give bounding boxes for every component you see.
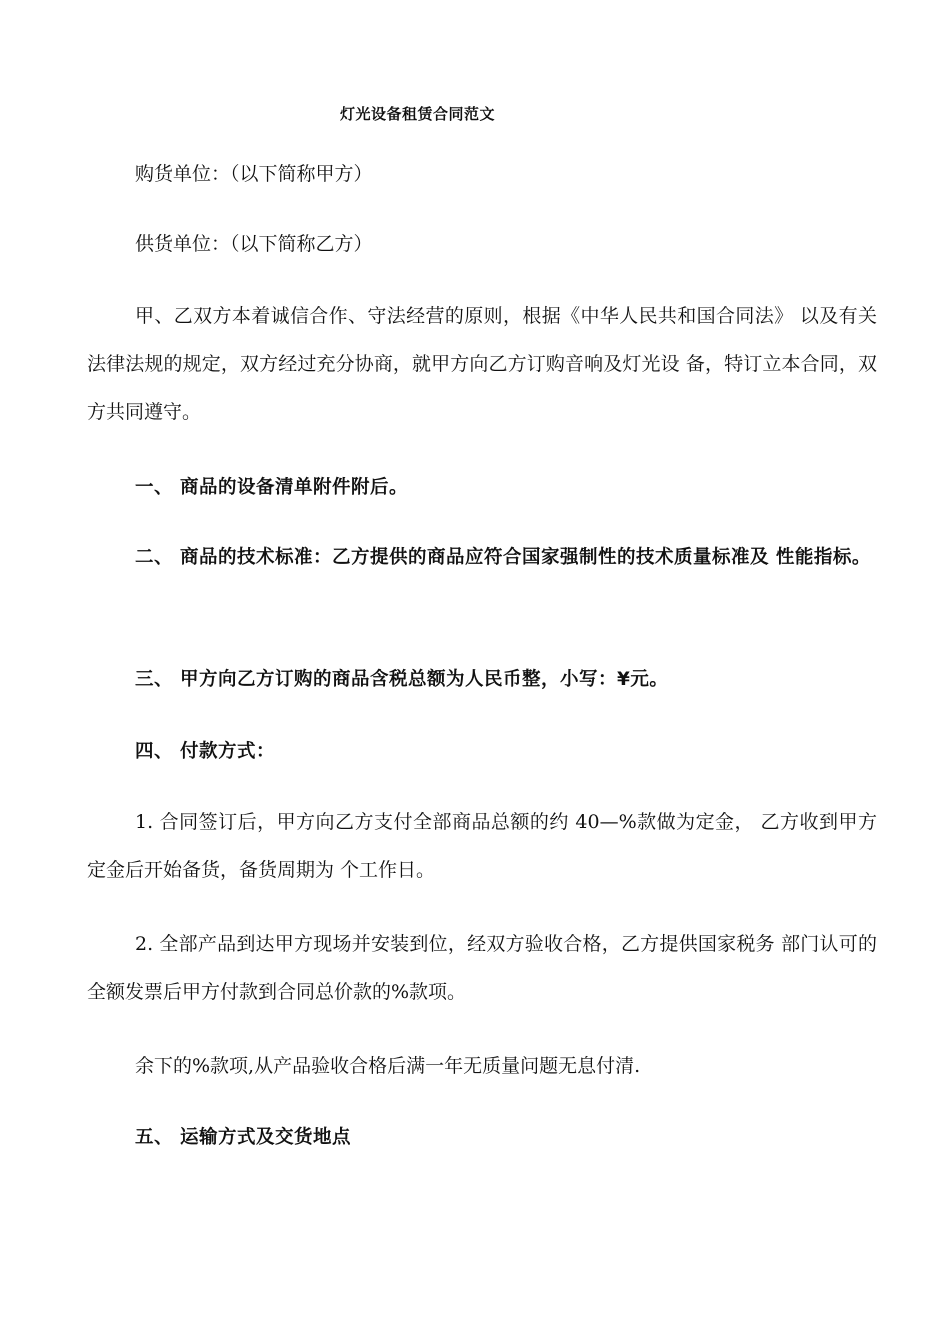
buyer-line: 购货单位：（以下简称甲方） xyxy=(135,163,373,185)
payment-item-2: 2. 全部产品到达甲方现场并安装到位，经双方验收合格，乙方提供国家税务 部门认可的全额发票后甲方付款到合同总价款的%款项。 xyxy=(87,933,877,1003)
payment-item-1: 1. 合同签订后，甲方向乙方支付全部商品总额的约 40—%款做为定金， 乙方收到甲方定金后开始备货，备货周期为 个工作日。 xyxy=(87,811,877,881)
section-3-heading: 三、 甲方向乙方订购的商品含税总额为人民币整，小写：¥元。 xyxy=(135,669,669,690)
intro-paragraph: 甲、乙双方本着诚信合作、守法经营的原则，根据《中华人民共和国合同法》 以及有关法律法规的规定，双方经过充分协商，就甲方向乙方订购音响及灯光设 备，特订立本合同，双方共同遵守。 xyxy=(87,305,877,423)
remainder-paragraph: 余下的%款项,从产品验收合格后满一年无质量问题无息付清. xyxy=(135,1055,641,1077)
document-title: 灯光设备租赁合同范文 xyxy=(339,105,495,123)
supplier-line: 供货单位：（以下简称乙方） xyxy=(135,233,373,255)
section-1-heading: 一、 商品的设备清单附件附后。 xyxy=(135,477,408,498)
section-2-heading: 二、 商品的技术标准：乙方提供的商品应符合国家强制性的技术质量标准及 性能指标。 xyxy=(135,547,871,568)
section-4-heading: 四、 付款方式： xyxy=(135,741,275,762)
section-5-heading: 五、 运输方式及交货地点 xyxy=(135,1127,351,1148)
